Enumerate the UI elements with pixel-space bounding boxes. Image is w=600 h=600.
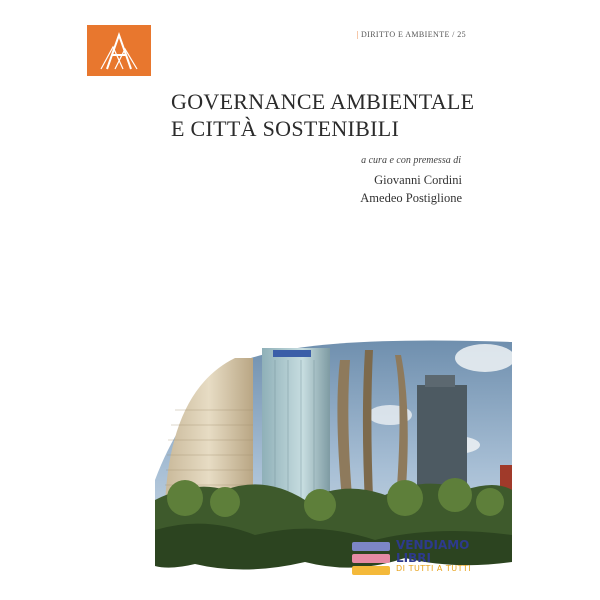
editor-name: Giovanni Cordini: [374, 173, 462, 187]
editor-name: Amedeo Postiglione: [360, 191, 462, 205]
editors-note: a cura e con premessa di: [361, 155, 461, 166]
series-label: | DIRITTO E AMBIENTE / 25: [356, 30, 466, 39]
publisher-logo-icon: [87, 25, 151, 76]
title-line-1: GOVERNANCE AMBIENTALE: [171, 89, 475, 114]
title-line-2: E CITTÀ SOSTENIBILI: [171, 116, 400, 141]
badge-stripes-icon: [352, 542, 390, 582]
badge-subtitle: DI TUTTI A TUTTI: [396, 564, 472, 573]
badge-title: VENDIAMO LIBRI: [396, 538, 470, 565]
book-title: [171, 88, 501, 142]
vendiamo-libri-badge: [352, 537, 482, 585]
